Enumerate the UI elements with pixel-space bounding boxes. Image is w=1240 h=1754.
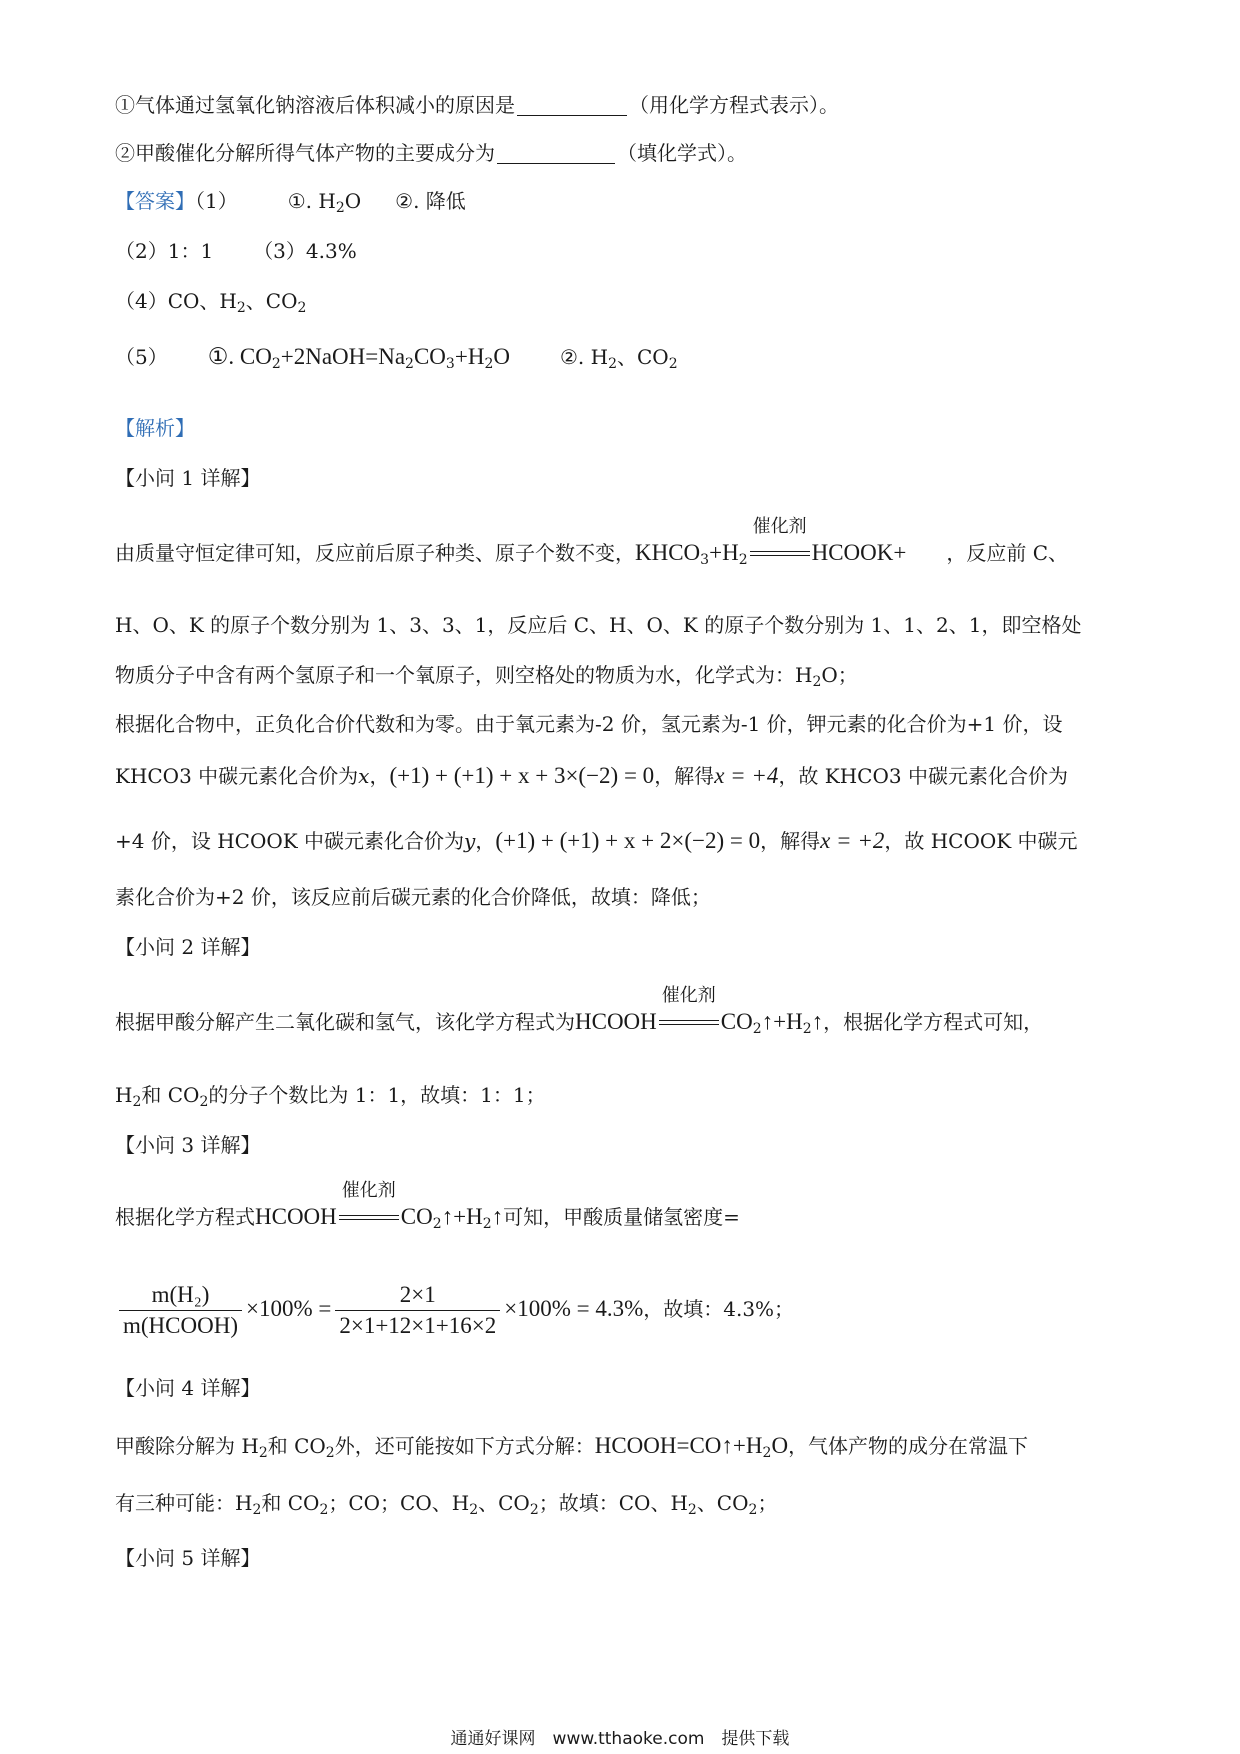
section-3-formula: $\frac{\text{m(H₂)}}{\text{m(HCOOH)}}$ ×100% = $\frac{2\times 1}{2\times 1+12\times 1+16\times 2}$ ×100% = 4.3%，故填：4.3%；	[115, 1280, 794, 1341]
section-2-title: 【小问 2 详解】	[115, 935, 261, 959]
question-5-item-1: ①气体通过氢氧化钠溶液后体积减小的原因是 （用化学方程式表示）。	[115, 93, 839, 117]
analysis-tag: 【解析】	[115, 416, 195, 440]
answer-line-4: （5） ①. $CO_2+2NaOH=Na_2CO_3+H_2O$ ②. $H_2$、$CO_2$	[115, 344, 678, 372]
section-1-para-5: KHCO3 中碳元素化合价为x，(+1) + (+1) + x + 3×(−2) = 0，解得x = +4，故 KHCO3 中碳元素化合价为	[115, 763, 1068, 788]
answer-blank	[497, 141, 615, 164]
question-5-item-2: ②甲酸催化分解所得气体产物的主要成分为 （填化学式）。	[115, 141, 747, 165]
section-4-para-1: 甲酸除分解为 $H_2$和 $CO_2$外，还可能按如下方式分解：$HCOOH=CO↑+H_2O$，气体产物的成分在常温下	[115, 1433, 1029, 1461]
page-footer: 通通好课网 www.tthaoke.com 提供下载	[450, 1729, 790, 1749]
section-5-title: 【小问 5 详解】	[115, 1546, 261, 1570]
section-1-para-6: +4 价，设 HCOOK 中碳元素化合价为y，(+1) + (+1) + x + 2×(−2) = 0，解得x = +2，故 HCOOK 中碳元	[115, 828, 1078, 853]
answer-line-1: 【答案】（1） ①. $H_2O$ ②. 降低	[115, 189, 466, 216]
section-2-para-2: $H_2$和 $CO_2$的分子个数比为 1：1，故填：1：1；	[115, 1083, 546, 1110]
catalyst-arrow: 催化剂	[750, 538, 810, 568]
section-1-para-3: 物质分子中含有两个氢原子和一个氧原子，则空格处的物质为水，化学式为：$H_2O$；	[115, 663, 858, 690]
section-3-title: 【小问 3 详解】	[115, 1133, 261, 1157]
section-1-para-1: 由质量守恒定律可知，反应前后原子种类、原子个数不变，$KHCO_3+H_2$ 催化剂 HCOOK+ ，反应前 C、	[115, 516, 1069, 568]
section-1-para-7: 素化合价为+2 价，该反应前后碳元素的化合价降低，故填：降低；	[115, 885, 711, 909]
fraction-h2-over-hcooh: $\frac{\text{m(H₂)}}{\text{m(HCOOH)}}$	[119, 1280, 242, 1341]
section-3-para-1: 根据化学方程式HCOOH 催化剂 $CO_2↑+H_2↑$可知，甲酸质量储氢密度=	[115, 1180, 740, 1232]
answer-line-2: （2）1：1 （3）4.3%	[115, 239, 357, 263]
section-2-para-1: 根据甲酸分解产生二氧化碳和氢气，该化学方程式为HCOOH 催化剂 $CO_2↑+H_2↑$，根据化学方程式可知，	[115, 985, 1044, 1037]
answer-tag: 【答案】	[115, 189, 195, 213]
section-1-title: 【小问 1 详解】	[115, 466, 261, 490]
section-1-para-2: H、O、K 的原子个数分别为 1、3、3、1，反应后 C、H、O、K 的原子个数分别为 1、1、2、1，即空格处	[115, 613, 1082, 637]
section-4-para-2: 有三种可能：$H_2$和 $CO_2$；CO；CO、$H_2$、$CO_2$；故填：CO、$H_2$、$CO_2$；	[115, 1491, 778, 1518]
fraction-mass-ratio: $\frac{2\times 1}{2\times 1+12\times 1+16\times 2}$	[335, 1280, 500, 1341]
catalyst-arrow: 催化剂	[659, 1007, 719, 1037]
catalyst-arrow: 催化剂	[339, 1202, 399, 1232]
answer-blank	[517, 93, 627, 116]
section-1-para-4: 根据化合物中，正负化合价代数和为零。由于氧元素为-2 价，氢元素为-1 价，钾元素的化合价为+1 价，设	[115, 712, 1063, 736]
answer-line-3: （4）CO、$H_2$、$CO_2$	[115, 289, 307, 316]
section-4-title: 【小问 4 详解】	[115, 1376, 261, 1400]
